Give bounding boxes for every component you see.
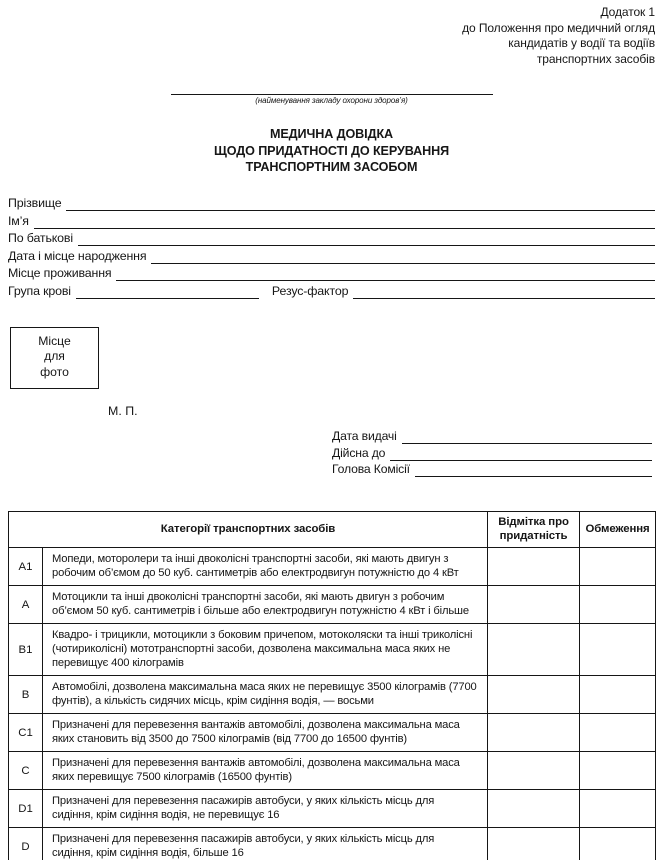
table-row-c bbox=[9, 752, 656, 790]
document-title bbox=[8, 126, 655, 176]
restriction-cell bbox=[580, 548, 656, 586]
field-blood-group-label: Група крові bbox=[8, 283, 71, 298]
field-patronymic-label: По батькові bbox=[8, 231, 73, 245]
field-residence-fill-line bbox=[116, 267, 655, 281]
category-code: C1 bbox=[9, 714, 43, 752]
category-code: B1 bbox=[9, 624, 43, 676]
header-fitness-mark: Відмітка про придатність bbox=[488, 512, 580, 548]
field-issue-date-label: Дата видачі bbox=[332, 429, 397, 443]
photo-placeholder-line: для bbox=[44, 349, 65, 363]
field-residence-label: Місце проживання bbox=[8, 266, 112, 280]
restriction-cell bbox=[580, 828, 656, 860]
institution-caption: (найменування закладу охорони здоров’я) bbox=[255, 96, 408, 105]
category-description: Автомобілі, дозволена максимальна маса яких не перевищує 3500 кілограмів (7700 фунтів), а кількість сидячих місць, крім сидіння водія, — восьми bbox=[43, 676, 488, 714]
field-surname-label: Прізвище bbox=[8, 196, 62, 210]
field-issue-date bbox=[332, 428, 652, 445]
field-birth-label: Дата і місце народження bbox=[8, 248, 147, 263]
table-row-b1 bbox=[9, 624, 656, 676]
field-commission-head-label: Голова Комісії bbox=[332, 462, 410, 476]
vehicle-categories-table bbox=[8, 511, 656, 860]
field-rh-factor-label: Резус-фактор bbox=[271, 283, 349, 298]
table-row-d1 bbox=[9, 790, 656, 828]
field-surname bbox=[8, 194, 655, 212]
signature-block bbox=[332, 428, 652, 478]
stamp-place-label: М. П. bbox=[108, 403, 138, 418]
photo-placeholder-line: Місце bbox=[38, 333, 71, 348]
field-patronymic-fill-line bbox=[78, 232, 655, 246]
category-code: D1 bbox=[9, 790, 43, 828]
fitness-mark-cell bbox=[488, 624, 580, 676]
field-first-name-label: Ім’я bbox=[8, 213, 29, 228]
category-description: Призначені для перевезення пасажирів автобуси, у яких кількість місць для сидіння, крім сидіння водія, більше 16 bbox=[43, 828, 488, 860]
restriction-cell bbox=[580, 714, 656, 752]
field-blood-group-fill-line bbox=[76, 285, 259, 299]
fitness-mark-cell bbox=[488, 828, 580, 860]
table-row-a bbox=[9, 586, 656, 624]
category-code: C bbox=[9, 752, 43, 790]
table-row-c1 bbox=[9, 714, 656, 752]
category-code: A1 bbox=[9, 548, 43, 586]
field-surname-fill-line bbox=[66, 197, 655, 211]
table-row-d bbox=[9, 828, 656, 860]
header-categories: Категорії транспортних засобів bbox=[9, 512, 488, 548]
table-row-a1 bbox=[9, 548, 656, 586]
category-code: A bbox=[9, 586, 43, 624]
restriction-cell bbox=[580, 624, 656, 676]
category-code: B bbox=[9, 676, 43, 714]
fitness-mark-cell bbox=[488, 548, 580, 586]
field-blood-rh bbox=[8, 281, 655, 299]
field-rh-factor-fill-line bbox=[353, 285, 655, 299]
photo-placeholder-box bbox=[10, 327, 99, 389]
field-birth bbox=[8, 246, 655, 264]
restriction-cell bbox=[580, 790, 656, 828]
title-line: МЕДИЧНА ДОВІДКА bbox=[269, 127, 394, 141]
restriction-cell bbox=[580, 586, 656, 624]
appendix-line: Додаток 1 bbox=[600, 5, 655, 19]
category-code: D bbox=[9, 828, 43, 860]
fitness-mark-cell bbox=[488, 790, 580, 828]
title-line: ЩОДО ПРИДАТНОСТІ ДО КЕРУВАННЯ bbox=[213, 143, 450, 158]
fitness-mark-cell bbox=[488, 676, 580, 714]
photo-placeholder-line: фото bbox=[40, 364, 69, 379]
fitness-mark-cell bbox=[488, 714, 580, 752]
category-description: Призначені для перевезення вантажів автомобілі, дозволена максимальна маса яких становить від 3500 до 7500 кілограмів (від 7700 до 16500 фунтів) bbox=[43, 714, 488, 752]
restriction-cell bbox=[580, 676, 656, 714]
appendix-note bbox=[8, 5, 655, 67]
field-first-name-fill-line bbox=[34, 215, 655, 229]
category-description: Квадро- і трицикли, мотоцикли з боковим причепом, мотоколяски та інші триколісні (чотириколісні) мототранспортні засоби, дозволена максимальна маса яких не перевищує 400 кілограмів bbox=[43, 624, 488, 676]
table-row-b bbox=[9, 676, 656, 714]
field-patronymic bbox=[8, 229, 655, 247]
appendix-line: транспортних засобів bbox=[536, 51, 655, 66]
field-commission-head bbox=[332, 461, 652, 478]
field-first-name bbox=[8, 211, 655, 229]
fitness-mark-cell bbox=[488, 752, 580, 790]
category-description: Призначені для перевезення вантажів автомобілі, дозволена максимальна маса яких перевищує 7500 кілограмів (16500 фунтів) bbox=[43, 752, 488, 790]
field-commission-head-fill-line bbox=[415, 463, 652, 477]
field-residence bbox=[8, 264, 655, 282]
appendix-line: кандидатів у водії та водіїв bbox=[508, 36, 655, 50]
institution-block bbox=[171, 94, 493, 105]
appendix-line: до Положення про медичний огляд bbox=[462, 20, 655, 35]
personal-fields bbox=[8, 194, 655, 299]
restriction-cell bbox=[580, 752, 656, 790]
category-description: Призначені для перевезення пасажирів автобуси, у яких кількість місць для сидіння, крім сидіння водія, не перевищує 16 bbox=[43, 790, 488, 828]
fitness-mark-cell bbox=[488, 586, 580, 624]
field-valid-until-fill-line bbox=[390, 447, 652, 461]
category-description: Мотоцикли та інші двоколісні транспортні засоби, які мають двигун з робочим об’ємом 50 куб. сантиметрів і більше або електродвигун потужністю 4 кВт і більше bbox=[43, 586, 488, 624]
field-valid-until bbox=[332, 444, 652, 461]
category-description: Мопеди, моторолери та інші двоколісні транспортні засоби, які мають двигун з робочим об’ємом до 50 куб. сантиметрів або електродвигун потужністю до 4 кВт bbox=[43, 548, 488, 586]
title-line: ТРАНСПОРТНИМ ЗАСОБОМ bbox=[245, 160, 418, 174]
field-issue-date-fill-line bbox=[402, 430, 652, 444]
table-header-row bbox=[9, 512, 656, 548]
header-restrictions: Обмеження bbox=[580, 512, 656, 548]
field-birth-fill-line bbox=[151, 250, 655, 264]
field-valid-until-label: Дійсна до bbox=[332, 445, 386, 460]
institution-fill-line bbox=[171, 94, 493, 95]
